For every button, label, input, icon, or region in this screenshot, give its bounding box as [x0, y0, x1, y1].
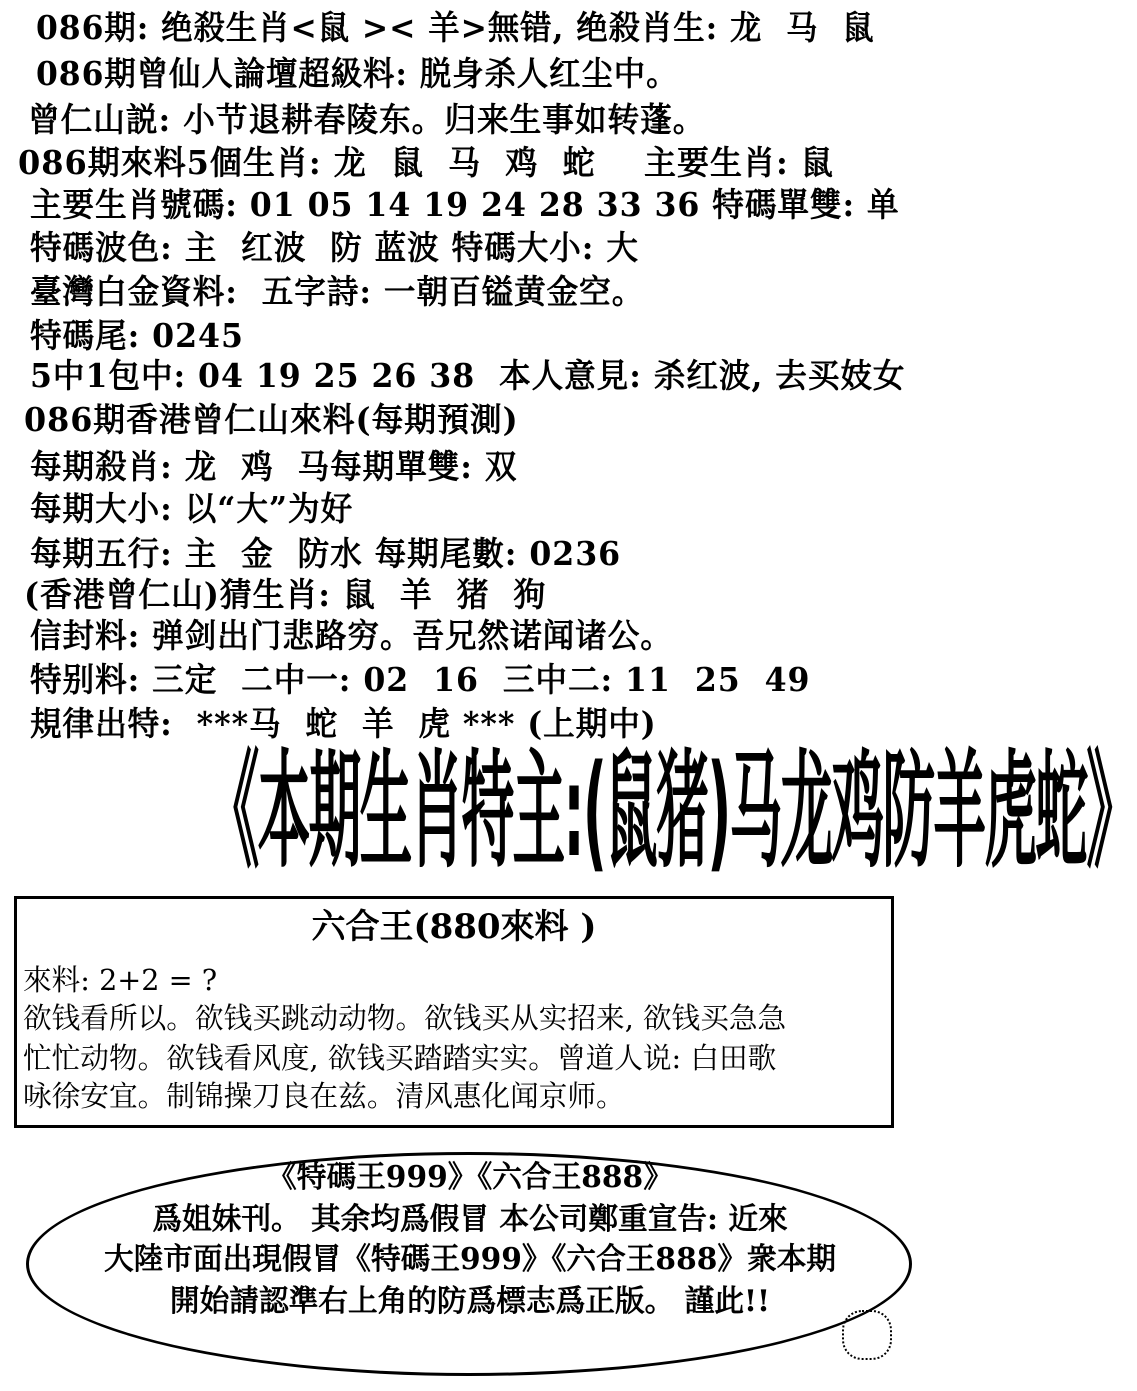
line-size: 每期大小: 以“大”为好: [30, 489, 354, 528]
line-kill-each-period: 每期殺肖: 龙 鸡 马每期單雙: 双: [30, 447, 518, 486]
line-immortal-forum: 086期曾仙人論壇超級料: 脱身杀人红尘中。: [36, 54, 679, 93]
line-main-numbers: 主要生肖號碼: 01 05 14 19 24 28 33 36 特碼單雙: 单: [30, 185, 900, 224]
line-envelope: 信封料: 弹剑出门悲路穷。吾兄然诺闻诸公。: [30, 616, 673, 655]
liuhe-wang-box: [14, 896, 894, 1128]
line-wave-color: 特碼波色: 主 红波 防 蓝波 特碼大小: 大: [30, 228, 639, 267]
line-tail-number: 特碼尾: 0245: [30, 316, 244, 355]
notice-line: 大陸市面出現假冒《特碼王999》《六合王888》衆本期: [103, 1242, 837, 1277]
box-line: 忙忙动物。欲钱看风度, 欲钱买踏踏实实。曾道人说: 白田歌: [23, 1041, 777, 1075]
headline-banner: 《本期生肖特主:(鼠猪)马龙鸡防羊虎蛇》: [206, 738, 1137, 886]
line-special: 特别料: 三定 二中一: 02 16 三中二: 11 25 49: [30, 660, 811, 699]
line-guess-zodiac: (香港曾仁山)猜生肖: 鼠 羊 猪 狗: [24, 575, 547, 614]
line-pattern: 規律出特: ***马 蛇 羊 虎 *** (上期中): [30, 704, 657, 743]
line-hongkong-source: 086期香港曾仁山來料(每期預測): [24, 400, 519, 439]
box-line: 來料: 2+2 = ?: [23, 963, 218, 997]
line-five-zodiacs: 086期來料5個生肖: 龙 鼠 马 鸡 蛇 主要生肖: 鼠: [18, 143, 834, 182]
line-zeng-renshan-says: 曾仁山説: 小节退耕春陵东。归来生事如转蓬。: [28, 100, 706, 139]
box-line: 咏徐安宜。制锦操刀良在兹。清风惠化闻京师。: [23, 1079, 625, 1113]
line-five-in-one: 5中1包中: 04 19 25 26 38 本人意見: 杀红波, 去买妓女: [30, 356, 906, 395]
line-five-elements: 每期五行: 主 金 防水 每期尾數: 0236: [30, 534, 622, 573]
line-taiwan-platinum: 臺灣白金資料: 五字詩: 一朝百镒黄金空。: [30, 272, 645, 311]
box-line: 欲钱看所以。欲钱买跳动动物。欲钱买从实招来, 欲钱买急急: [23, 1001, 787, 1035]
line-kill-zodiac: 086期: 绝殺生肖<鼠 >< 羊>無错, 绝殺肖生: 龙 马 鼠: [36, 8, 875, 47]
notice-line: 開始請認準右上角的防爲標志爲正版。 謹此!!: [169, 1284, 771, 1319]
notice-line: 《特碼王999》《六合王888》: [267, 1160, 673, 1195]
anti-counterfeit-stamp-icon: [842, 1310, 892, 1360]
box-title: 六合王(880來料 ): [311, 907, 597, 947]
notice-line: 爲姐妹刊。 其余均爲假冒 本公司鄭重宣告: 近來: [152, 1202, 788, 1237]
